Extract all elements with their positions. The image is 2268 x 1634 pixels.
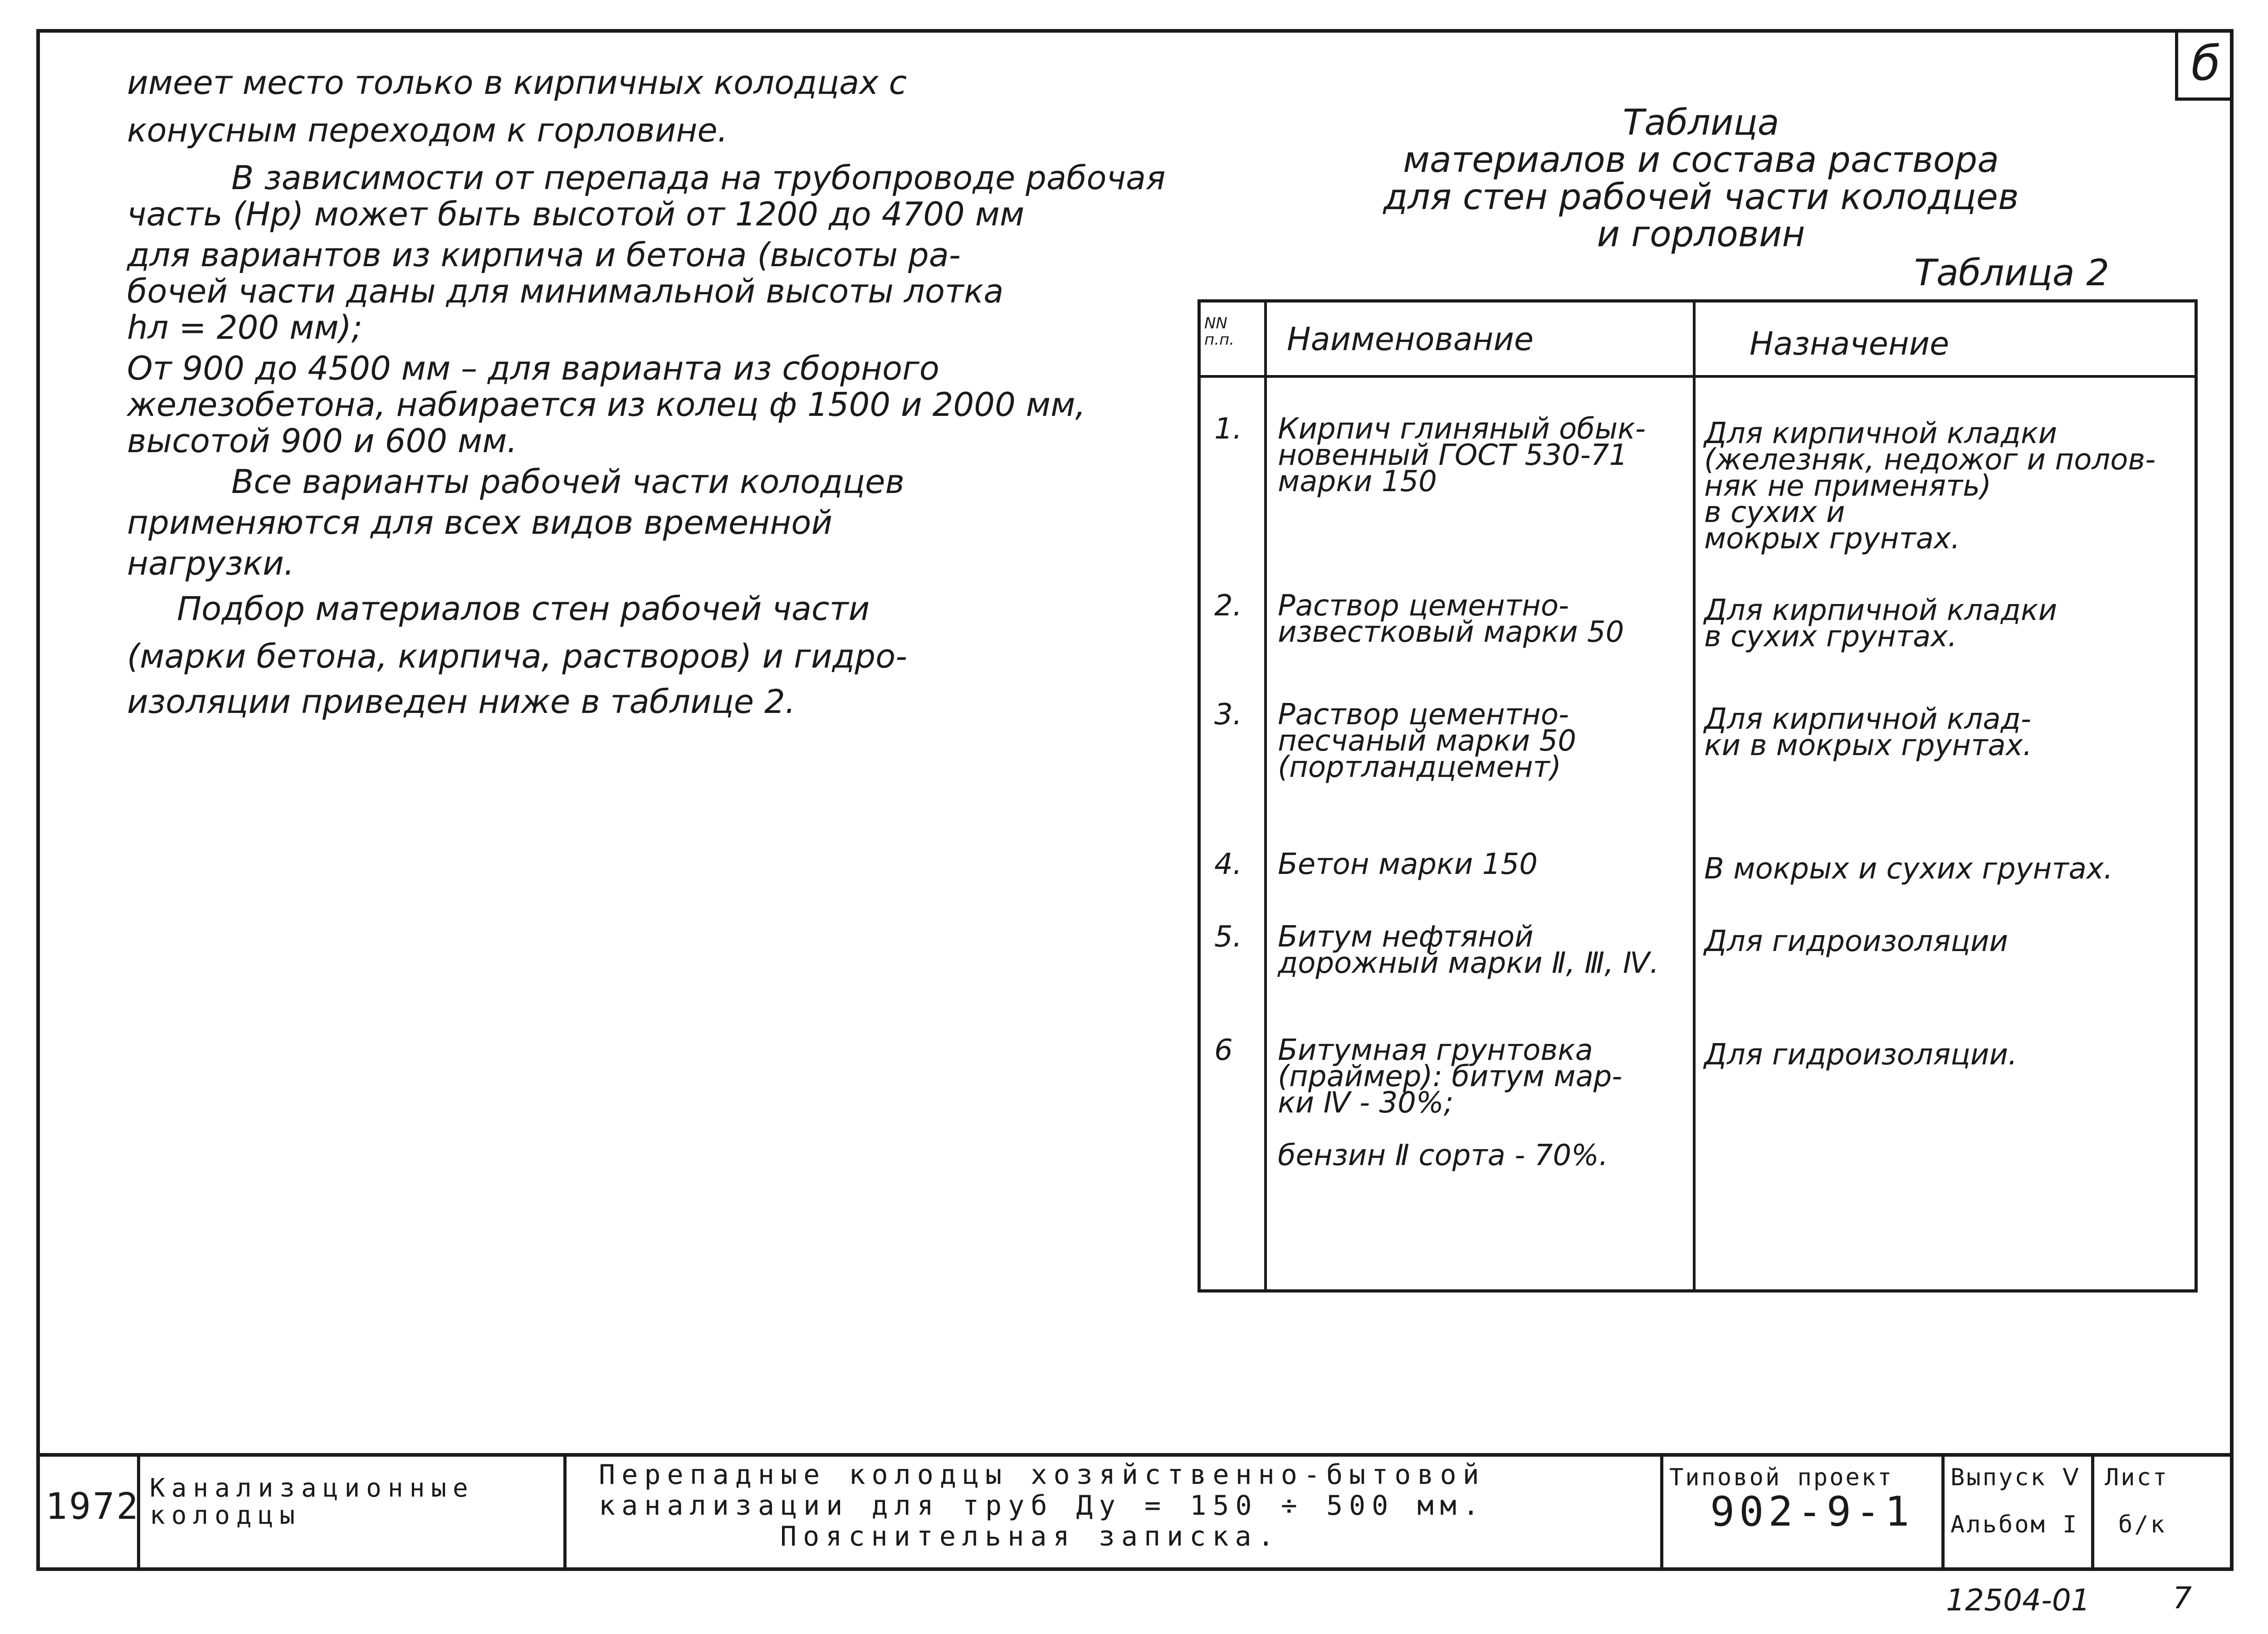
row-purpose: В мокрых и сухих грунтах.: [1704, 852, 2113, 886]
row-number: 2.: [1214, 589, 1242, 623]
tb-year: 1972: [45, 1485, 140, 1527]
materials-table: [1198, 299, 2198, 1293]
table-title-line: материалов и состава раствора: [1403, 140, 1999, 180]
tb-divider: [1660, 1457, 1663, 1571]
row-number: 5.: [1214, 920, 1242, 954]
row-purpose: Для гидроизоляции: [1704, 925, 2008, 958]
tb-project-label: Типовой проект: [1669, 1464, 1894, 1491]
row-purpose: Для кирпичной кладки в сухих грунтах.: [1704, 594, 2058, 654]
tb-section: Канализационные колодцы: [150, 1473, 474, 1530]
text-line: железобетона, набирается из колец ф 1500 и 2000 мм,: [127, 385, 1086, 424]
tb-title-2: канализации для труб Ду = 150 ÷ 500 мм.: [599, 1490, 1486, 1522]
tb-project-number: 902-9-1: [1710, 1488, 1914, 1536]
column-divider: [1264, 302, 1267, 1289]
text-line: бочей части даны для минимальной высоты лотка: [127, 272, 1004, 310]
title-block: [36, 1453, 2234, 1571]
text-line: конусным переходом к горловине.: [127, 111, 728, 149]
row-name: Кирпич глиняный обык- новенный ГОСТ 530-71 марки 150: [1278, 412, 1646, 498]
table-title: [1179, 104, 2223, 253]
row-name: Раствор цементно- песчаный марки 50 (портландцемент): [1278, 698, 1576, 784]
table-title-line: и горловин: [1597, 214, 1805, 255]
row-number: 3.: [1214, 698, 1242, 732]
tb-title-3: Пояснительная записка.: [780, 1521, 1281, 1552]
header-purpose: Назначение: [1750, 325, 1950, 362]
row-name: Раствор цементно- известковый марки 50: [1278, 589, 1624, 649]
row-purpose: Для гидроизоляции.: [1704, 1038, 2018, 1072]
text-line: Подбор материалов стен рабочей части: [177, 590, 870, 628]
table-number: Таблица 2: [1914, 252, 2110, 294]
tb-title-1: Перепадные колодцы хозяйственно-бытовой: [599, 1459, 1486, 1491]
page-number: 7: [2173, 1580, 2192, 1615]
text-line: применяются для всех видов временной: [127, 503, 833, 541]
header-divider: [1201, 375, 2195, 378]
tb-divider: [563, 1457, 567, 1571]
table-title-line: для стен рабочей части колодцев: [1383, 177, 2019, 218]
text-line: Все варианты рабочей части колодцев: [231, 463, 904, 501]
text-line: нагрузки.: [127, 544, 294, 582]
text-line: В зависимости от перепада на трубопроводе рабочая: [231, 159, 1166, 197]
row-number: 6: [1214, 1034, 1233, 1067]
row-name: Битумная грунтовка (праймер): битум мар- ки Ⅳ - 30%; бензин Ⅱ сорта - 70%.: [1278, 1034, 1623, 1172]
sheet-letter: б: [2175, 29, 2234, 101]
header-num: NN п.п.: [1204, 314, 1235, 349]
row-purpose: Для кирпичной кладки (железняк, недожог и полов- няк не применять) в сухих и мокрых грунтах.: [1704, 417, 2156, 556]
text-line: часть (Hр) может быть высотой от 1200 до 4700 мм: [127, 195, 1025, 233]
text-line: От 900 до 4500 мм – для варианта из сборного: [127, 349, 939, 387]
text-line: изоляции приведен ниже в таблице 2.: [127, 683, 796, 721]
tb-sheet-label: Лист: [2105, 1464, 2169, 1491]
row-name: Битум нефтяной дорожный марки Ⅱ, Ⅲ, Ⅳ.: [1278, 920, 1659, 980]
column-divider: [1693, 302, 1696, 1289]
archive-code: 12504-01: [1946, 1583, 2090, 1618]
text-line: hл = 200 мм);: [127, 308, 363, 346]
row-number: 1.: [1214, 412, 1242, 446]
tb-divider: [1941, 1457, 1945, 1571]
table-title-line: Таблица: [1623, 102, 1779, 143]
row-purpose: Для кирпичной клад- ки в мокрых грунтах.: [1704, 702, 2032, 762]
text-line: высотой 900 и 600 мм.: [127, 422, 518, 460]
tb-album: Альбом I: [1950, 1511, 2079, 1538]
header-name: Наименование: [1287, 321, 1534, 358]
text-line: (марки бетона, кирпича, растворов) и гидро-: [127, 637, 908, 675]
text-line: имеет место только в кирпичных колодцах с: [127, 63, 907, 102]
tb-issue: Выпуск Ⅴ: [1950, 1464, 2081, 1491]
row-name: Бетон марки 150: [1278, 848, 1538, 881]
tb-sheet-value: б/к: [2118, 1511, 2166, 1538]
row-number: 4.: [1214, 848, 1242, 881]
tb-divider: [2091, 1457, 2094, 1571]
text-line: для вариантов из кирпича и бетона (высоты ра-: [127, 236, 961, 274]
